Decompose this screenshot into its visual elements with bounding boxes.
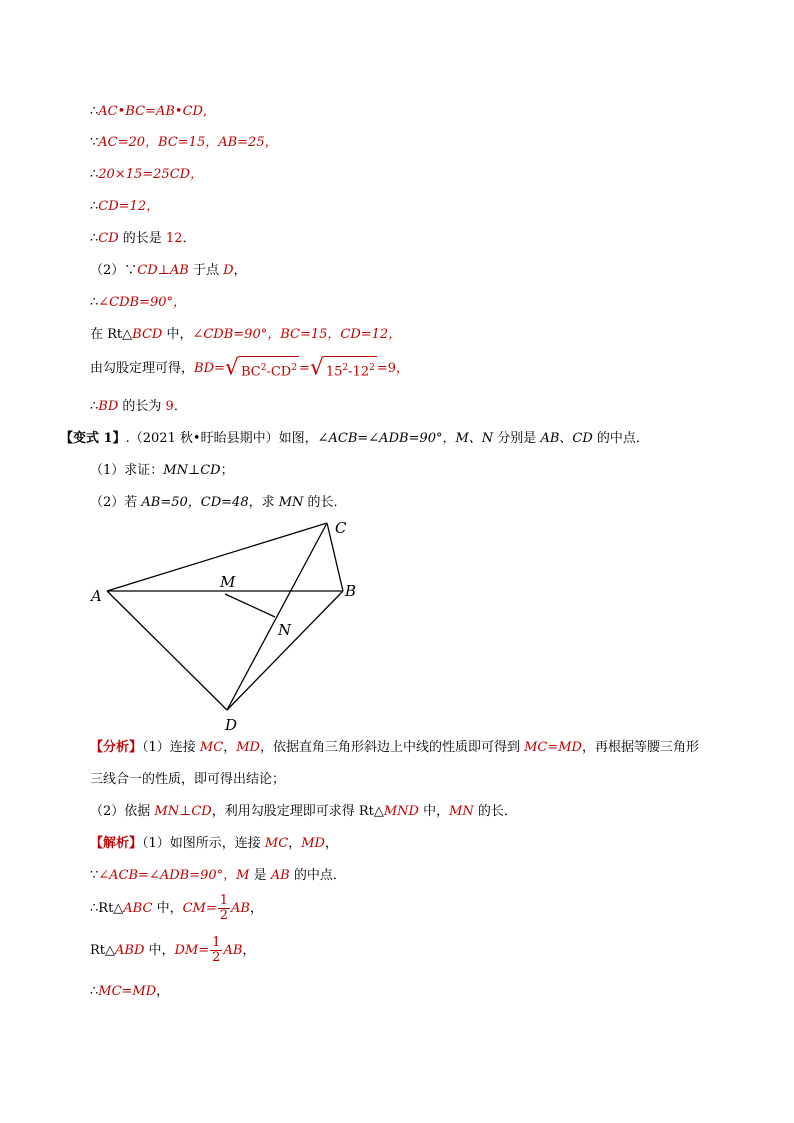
text-line: [90, 934, 255, 968]
math-expr: AB=50，CD=48: [141, 495, 249, 510]
math-value: 12: [165, 231, 183, 246]
text: （2）若: [90, 495, 142, 510]
text-line: [90, 230, 195, 248]
text: （1）如图所示，连接: [142, 836, 265, 851]
text: 的中点．: [289, 868, 346, 883]
radical-symbol: √: [309, 355, 324, 381]
math-term: CD: [572, 431, 593, 446]
label-a: A: [91, 587, 102, 605]
math-term: AC: [98, 104, 118, 119]
math-term: CM: [182, 901, 206, 916]
math-term: DM: [174, 943, 199, 958]
text: 是: [249, 868, 271, 883]
punct: ，: [288, 836, 302, 851]
problem-heading: [60, 430, 649, 448]
math-expr: CD⊥AB: [137, 263, 189, 278]
label-n: N: [278, 621, 292, 639]
punct: ，: [249, 901, 263, 916]
math-value: 9: [165, 399, 174, 414]
therefore-symbol: ∴: [90, 199, 99, 214]
math-expr: ∠CDB=90°，BC=15，CD=12，: [192, 327, 402, 342]
text-line: [90, 294, 186, 312]
text-line: [90, 983, 169, 1001]
punct: ，: [242, 943, 256, 958]
section-label: 【分析】: [90, 740, 143, 755]
math-term: BD: [194, 361, 214, 377]
sqrt-expression: [225, 356, 299, 381]
text: 分别是: [493, 431, 541, 446]
math-value: 12: [352, 364, 370, 380]
segment-ad: [107, 591, 227, 710]
text: （2）依据: [90, 804, 155, 819]
math-expr: ∠ACB=∠ADB=90°，M、N: [317, 431, 494, 446]
therefore-symbol: ∴: [90, 399, 99, 414]
exponent: 2: [342, 363, 349, 373]
math-term: AB: [231, 901, 250, 916]
text-line: [90, 398, 187, 416]
sqrt-body: [324, 356, 377, 381]
math-expr: CD=12，: [98, 199, 160, 214]
math-expr: =9，: [376, 361, 410, 377]
math-op: •: [174, 104, 183, 119]
math-term: MN: [449, 804, 474, 819]
text-line: [90, 462, 234, 480]
text: 的长．: [473, 804, 517, 819]
text: 的长是: [118, 231, 166, 246]
therefore-symbol: ∴: [90, 104, 99, 119]
text: 中，: [144, 943, 175, 958]
punct: ，: [223, 740, 237, 755]
because-symbol: ∵: [90, 135, 99, 150]
math-term: AB: [155, 104, 175, 119]
text-line: [90, 867, 346, 885]
text-line: [90, 262, 247, 280]
math-term: BD: [98, 399, 119, 414]
math-term: CD: [182, 104, 203, 119]
label-b: B: [345, 582, 357, 600]
text: （1）求证：: [90, 463, 164, 478]
math-expr: MN⊥CD: [154, 804, 212, 819]
denominator: 2: [212, 950, 221, 965]
text: 中，: [152, 901, 183, 916]
text: 的中点．: [592, 431, 649, 446]
punct: ，: [324, 836, 338, 851]
text-line: [90, 103, 207, 121]
numerator: 1: [212, 935, 221, 950]
because-symbol: ∵: [90, 868, 99, 883]
math-op: =: [145, 104, 156, 119]
math-op: -: [266, 364, 271, 380]
math-term: BCD: [132, 327, 163, 342]
math-term: ABC: [123, 901, 153, 916]
text-line: [90, 892, 263, 926]
therefore-symbol: ∴: [90, 231, 99, 246]
solution-line: [90, 835, 338, 853]
therefore-symbol: ∴: [90, 901, 99, 916]
item-number: （2）: [90, 263, 125, 278]
text: 中，: [162, 327, 193, 342]
exponent: 2: [291, 363, 297, 373]
text-line: [90, 326, 401, 344]
text-line: [90, 494, 347, 512]
denominator: 2: [219, 908, 229, 923]
punct: ．: [182, 231, 196, 246]
math-expr: 20×15=25CD，: [98, 167, 204, 182]
exponent: 2: [369, 363, 375, 373]
math-value: 15: [325, 364, 343, 380]
text: 的长．: [303, 495, 347, 510]
section-label: 【解析】: [90, 836, 143, 851]
math-term: D: [223, 263, 234, 278]
math-term: CD: [98, 231, 119, 246]
label-c: C: [335, 519, 347, 537]
sqrt-expression: [310, 356, 377, 381]
math-term: BC: [125, 104, 146, 119]
segment-cd: [227, 523, 327, 710]
punct: ，: [233, 263, 247, 278]
segment-ac: [107, 523, 327, 591]
sqrt-body: [239, 356, 299, 381]
math-term: MN: [278, 495, 304, 510]
text: ，利用勾股定理即可求得 Rt△: [211, 804, 384, 819]
math-expr: MN⊥CD: [163, 463, 221, 478]
exponent: 2: [260, 363, 267, 373]
therefore-symbol: ∴: [90, 984, 99, 999]
math-op: =: [214, 361, 225, 377]
fraction: [218, 894, 230, 923]
radical-symbol: √: [224, 355, 239, 381]
text: 在 Rt△: [90, 327, 133, 342]
text: ，依据直角三角形斜边上中线的性质即可得到: [259, 740, 525, 755]
math-op: •: [117, 104, 126, 119]
math-op: -: [348, 364, 353, 380]
text: （1）连接: [142, 740, 200, 755]
text: ，再根据等腰三角形: [581, 740, 699, 755]
text: Rt△: [90, 943, 116, 958]
text-line: [90, 134, 278, 152]
math-term: AB: [223, 943, 243, 958]
math-term: MD: [301, 836, 325, 851]
segment-db: [227, 591, 343, 710]
math-term: BC: [240, 364, 261, 380]
math-expr: AC=20，BC=15，AB=25，: [98, 135, 278, 150]
punct: ，: [156, 984, 170, 999]
math-term: MC: [199, 740, 224, 755]
punct: ．: [173, 399, 187, 414]
text-line: [90, 771, 285, 789]
math-term: CD: [270, 364, 292, 380]
text-line: [90, 198, 159, 216]
math-expr: ∠ACB=∠ADB=90°，M: [98, 868, 250, 883]
label-d: D: [225, 716, 238, 734]
math-term: MC: [264, 836, 289, 851]
math-term: MD: [236, 740, 260, 755]
text: 于点: [188, 263, 224, 278]
math-expr: MC=MD: [98, 984, 157, 999]
text: .（2021 秋•盱眙县期中）如图，: [125, 431, 318, 446]
math-expr: MC=MD: [524, 740, 582, 755]
numerator: 1: [219, 893, 229, 908]
fraction: [210, 936, 222, 965]
text: 三线合一的性质，即可得出结论；: [90, 772, 286, 787]
analysis-line: [90, 739, 699, 757]
text-line: [90, 356, 409, 381]
math-term: ABD: [115, 943, 145, 958]
label-m: M: [220, 573, 236, 591]
segment-mn: [225, 594, 275, 617]
text: 的长为: [118, 399, 166, 414]
therefore-symbol: ∴: [90, 295, 99, 310]
segment-cb: [327, 523, 343, 591]
because-symbol: ∵: [124, 263, 138, 278]
text-line: [90, 166, 203, 184]
punct: ；: [220, 463, 234, 478]
punct: ,: [202, 104, 208, 119]
math-op: =: [198, 943, 210, 958]
math-term: AB: [540, 431, 560, 446]
math-op: =: [298, 361, 310, 377]
text: ，求: [248, 495, 279, 510]
text: 中，: [418, 804, 450, 819]
math-expr: ∠CDB=90°，: [98, 295, 187, 310]
section-label: 【变式 1】: [60, 431, 126, 446]
text: Rt△: [98, 901, 124, 916]
math-op: =: [205, 901, 217, 916]
text-line: [90, 803, 517, 821]
punct: 、: [559, 431, 573, 446]
text: 由勾股定理可得，: [90, 361, 195, 377]
math-term: MND: [383, 804, 419, 819]
math-term: AB: [270, 868, 290, 883]
therefore-symbol: ∴: [90, 167, 99, 182]
